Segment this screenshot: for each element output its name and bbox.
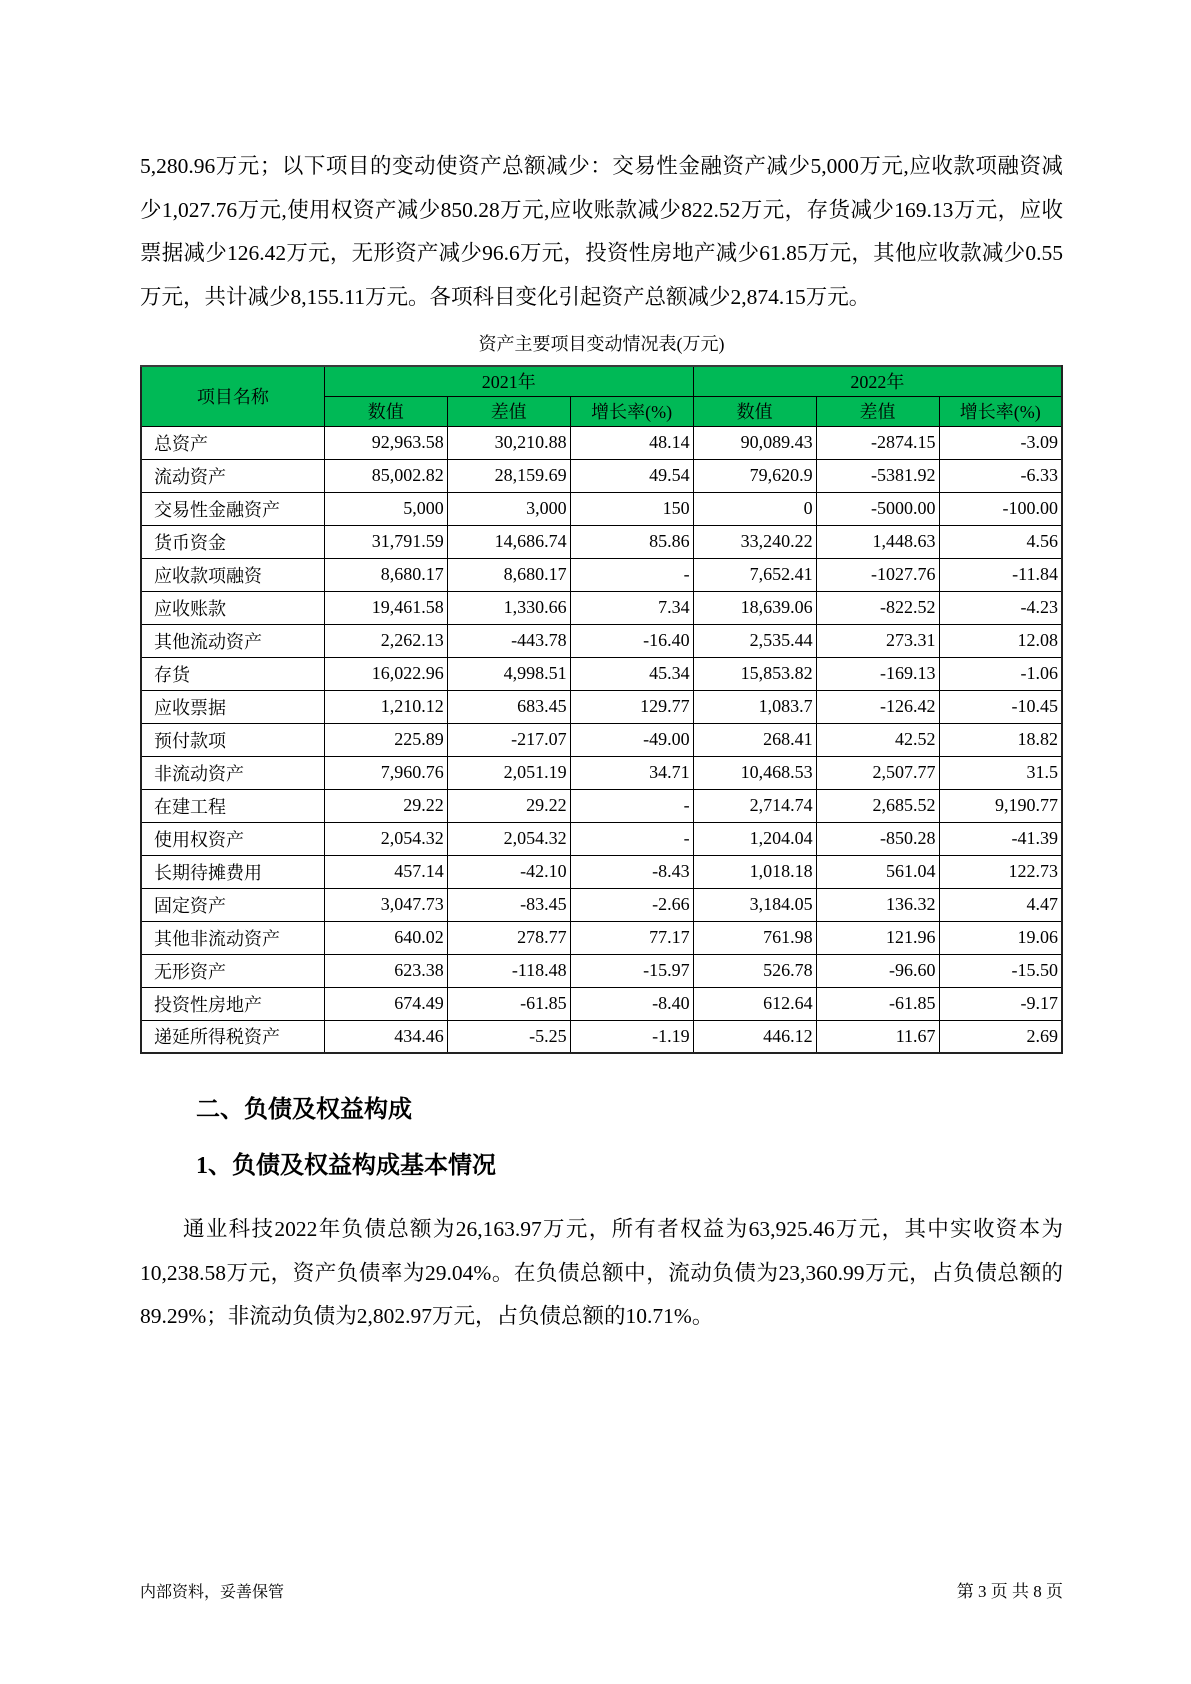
col-header-2022-diff: 差值 xyxy=(816,396,939,426)
cell-value: 19.06 xyxy=(939,921,1062,954)
cell-value: 446.12 xyxy=(693,1020,816,1053)
cell-value: 150 xyxy=(570,492,693,525)
cell-value: -2874.15 xyxy=(816,426,939,459)
col-header-2021-value: 数值 xyxy=(324,396,447,426)
cell-item-name: 其他流动资产 xyxy=(141,624,324,657)
cell-value: 31.5 xyxy=(939,756,1062,789)
cell-value: -822.52 xyxy=(816,591,939,624)
cell-value: -61.85 xyxy=(816,987,939,1020)
cell-value: -1.19 xyxy=(570,1020,693,1053)
cell-value: -49.00 xyxy=(570,723,693,756)
cell-value: -850.28 xyxy=(816,822,939,855)
cell-value: 457.14 xyxy=(324,855,447,888)
cell-value: 77.17 xyxy=(570,921,693,954)
cell-value: -83.45 xyxy=(447,888,570,921)
table-header-row-years xyxy=(141,366,1062,396)
cell-value: 612.64 xyxy=(693,987,816,1020)
cell-value: -118.48 xyxy=(447,954,570,987)
table-row xyxy=(141,657,1062,690)
cell-value: 2.69 xyxy=(939,1020,1062,1053)
col-header-2022-value: 数值 xyxy=(693,396,816,426)
cell-value: 42.52 xyxy=(816,723,939,756)
cell-value: 129.77 xyxy=(570,690,693,723)
cell-value: -100.00 xyxy=(939,492,1062,525)
cell-value: 18.82 xyxy=(939,723,1062,756)
cell-value: 7,652.41 xyxy=(693,558,816,591)
cell-value: 3,047.73 xyxy=(324,888,447,921)
cell-value: 11.67 xyxy=(816,1020,939,1053)
table-row xyxy=(141,690,1062,723)
cell-value: -5.25 xyxy=(447,1020,570,1053)
page-footer xyxy=(140,1577,1063,1602)
cell-value: 2,507.77 xyxy=(816,756,939,789)
cell-item-name: 在建工程 xyxy=(141,789,324,822)
cell-value: 19,461.58 xyxy=(324,591,447,624)
cell-value: 79,620.9 xyxy=(693,459,816,492)
cell-value: 9,190.77 xyxy=(939,789,1062,822)
cell-value: -8.40 xyxy=(570,987,693,1020)
cell-value: 623.38 xyxy=(324,954,447,987)
cell-value: -443.78 xyxy=(447,624,570,657)
paragraph-asset-changes: 5,280.96万元；以下项目的变动使资产总额减少：交易性金融资产减少5,000万元,应收款项融资减少1,027.76万元,使用权资产减少850.28万元,应收账款减少822.52万元，存货减少169.13万元，应收票据减少126.42万元，无形资产减少96.6万元，投资性房地产减少61.85万元，其他应收款减少0.55万元，共计减少8,155.11万元。各项科目变化引起资产总额减少2,874.15万元。 xyxy=(140,154,1063,309)
col-header-2021-growth: 增长率(%) xyxy=(570,396,693,426)
cell-value: 14,686.74 xyxy=(447,525,570,558)
cell-value: -9.17 xyxy=(939,987,1062,1020)
table-row xyxy=(141,492,1062,525)
footer-page-number: 第 3 页 共 8 页 xyxy=(956,1582,1063,1601)
cell-value: 33,240.22 xyxy=(693,525,816,558)
subsection-heading-basic-situation: 1、负债及权益构成基本情况 xyxy=(196,1153,496,1179)
cell-value: 7.34 xyxy=(570,591,693,624)
cell-item-name: 流动资产 xyxy=(141,459,324,492)
table-row xyxy=(141,987,1062,1020)
cell-value: 1,018.18 xyxy=(693,855,816,888)
cell-value: 4.47 xyxy=(939,888,1062,921)
cell-value: 561.04 xyxy=(816,855,939,888)
cell-item-name: 固定资产 xyxy=(141,888,324,921)
cell-item-name: 无形资产 xyxy=(141,954,324,987)
cell-value: 28,159.69 xyxy=(447,459,570,492)
cell-item-name: 长期待摊费用 xyxy=(141,855,324,888)
cell-value: -10.45 xyxy=(939,690,1062,723)
cell-item-name: 非流动资产 xyxy=(141,756,324,789)
cell-value: 34.71 xyxy=(570,756,693,789)
cell-value: 3,184.05 xyxy=(693,888,816,921)
cell-value: 761.98 xyxy=(693,921,816,954)
cell-value: 2,262.13 xyxy=(324,624,447,657)
cell-value: 2,535.44 xyxy=(693,624,816,657)
cell-value: 674.49 xyxy=(324,987,447,1020)
cell-value: 5,000 xyxy=(324,492,447,525)
cell-value: -8.43 xyxy=(570,855,693,888)
col-header-year-2022: 2022年 xyxy=(693,366,1062,396)
cell-value: 2,714.74 xyxy=(693,789,816,822)
table-row xyxy=(141,723,1062,756)
cell-value: - xyxy=(570,789,693,822)
cell-value: 1,448.63 xyxy=(816,525,939,558)
cell-value: 683.45 xyxy=(447,690,570,723)
paragraph-liabilities-equity: 通业科技2022年负债总额为26,163.97万元，所有者权益为63,925.46万元，其中实收资本为10,238.58万元，资产负债率为29.04%。在负债总额中，流动负债为23,360.99万元，占负债总额的89.29%；非流动负债为2,802.97万元，占负债总额的10.71%。 xyxy=(140,1217,1063,1328)
cell-value: 273.31 xyxy=(816,624,939,657)
cell-item-name: 预付款项 xyxy=(141,723,324,756)
cell-value: -2.66 xyxy=(570,888,693,921)
cell-value: -1.06 xyxy=(939,657,1062,690)
col-header-2021-diff: 差值 xyxy=(447,396,570,426)
col-header-2022-growth: 增长率(%) xyxy=(939,396,1062,426)
cell-value: 49.54 xyxy=(570,459,693,492)
cell-value: 29.22 xyxy=(324,789,447,822)
cell-value: 30,210.88 xyxy=(447,426,570,459)
cell-value: -15.97 xyxy=(570,954,693,987)
cell-value: 29.22 xyxy=(447,789,570,822)
cell-value: -96.60 xyxy=(816,954,939,987)
cell-value: 268.41 xyxy=(693,723,816,756)
table-row xyxy=(141,855,1062,888)
cell-value: 0 xyxy=(693,492,816,525)
cell-value: 1,083.7 xyxy=(693,690,816,723)
cell-value: -5000.00 xyxy=(816,492,939,525)
cell-item-name: 存货 xyxy=(141,657,324,690)
cell-item-name: 投资性房地产 xyxy=(141,987,324,1020)
section-heading-liabilities-equity: 二、负债及权益构成 xyxy=(196,1096,412,1123)
table-row xyxy=(141,954,1062,987)
cell-value: 45.34 xyxy=(570,657,693,690)
cell-value: 8,680.17 xyxy=(447,558,570,591)
cell-value: 2,054.32 xyxy=(324,822,447,855)
table-row xyxy=(141,426,1062,459)
cell-value: 122.73 xyxy=(939,855,1062,888)
table-row xyxy=(141,1020,1062,1053)
table-header xyxy=(141,366,1062,426)
cell-value: 31,791.59 xyxy=(324,525,447,558)
cell-value: 2,054.32 xyxy=(447,822,570,855)
cell-value: -217.07 xyxy=(447,723,570,756)
table-row xyxy=(141,624,1062,657)
table-row xyxy=(141,822,1062,855)
col-header-year-2021: 2021年 xyxy=(324,366,693,396)
cell-value: - xyxy=(570,558,693,591)
cell-item-name: 递延所得税资产 xyxy=(141,1020,324,1053)
cell-item-name: 应收款项融资 xyxy=(141,558,324,591)
cell-value: 4.56 xyxy=(939,525,1062,558)
cell-value: -15.50 xyxy=(939,954,1062,987)
cell-value: 16,022.96 xyxy=(324,657,447,690)
cell-value: -4.23 xyxy=(939,591,1062,624)
cell-item-name: 货币资金 xyxy=(141,525,324,558)
cell-value: 48.14 xyxy=(570,426,693,459)
col-header-item-name: 项目名称 xyxy=(141,366,324,426)
table-row xyxy=(141,921,1062,954)
cell-value: -1027.76 xyxy=(816,558,939,591)
cell-item-name: 其他非流动资产 xyxy=(141,921,324,954)
cell-value: 92,963.58 xyxy=(324,426,447,459)
cell-item-name: 应收账款 xyxy=(141,591,324,624)
cell-value: - xyxy=(570,822,693,855)
table-row xyxy=(141,525,1062,558)
cell-value: -11.84 xyxy=(939,558,1062,591)
cell-value: 15,853.82 xyxy=(693,657,816,690)
cell-value: 12.08 xyxy=(939,624,1062,657)
table-title: 资产主要项目变动情况表(万元) xyxy=(478,334,725,354)
cell-value: 136.32 xyxy=(816,888,939,921)
table-body xyxy=(141,426,1062,1053)
cell-value: -5381.92 xyxy=(816,459,939,492)
cell-value: 4,998.51 xyxy=(447,657,570,690)
cell-value: -61.85 xyxy=(447,987,570,1020)
cell-value: 90,089.43 xyxy=(693,426,816,459)
cell-value: -42.10 xyxy=(447,855,570,888)
cell-item-name: 应收票据 xyxy=(141,690,324,723)
cell-value: 7,960.76 xyxy=(324,756,447,789)
table-row xyxy=(141,558,1062,591)
asset-change-table xyxy=(140,365,1063,1054)
cell-value: 434.46 xyxy=(324,1020,447,1053)
cell-value: 85.86 xyxy=(570,525,693,558)
cell-value: 10,468.53 xyxy=(693,756,816,789)
footer-confidential-note: 内部资料，妥善保管 xyxy=(140,1584,285,1601)
table-row xyxy=(141,591,1062,624)
cell-item-name: 交易性金融资产 xyxy=(141,492,324,525)
cell-value: 225.89 xyxy=(324,723,447,756)
cell-value: 3,000 xyxy=(447,492,570,525)
cell-item-name: 总资产 xyxy=(141,426,324,459)
table-row xyxy=(141,789,1062,822)
cell-value: 2,051.19 xyxy=(447,756,570,789)
cell-value: -126.42 xyxy=(816,690,939,723)
table-row xyxy=(141,459,1062,492)
cell-value: 85,002.82 xyxy=(324,459,447,492)
cell-value: 2,685.52 xyxy=(816,789,939,822)
cell-value: 640.02 xyxy=(324,921,447,954)
cell-value: -6.33 xyxy=(939,459,1062,492)
table-row xyxy=(141,888,1062,921)
cell-value: 526.78 xyxy=(693,954,816,987)
cell-value: 8,680.17 xyxy=(324,558,447,591)
cell-value: 18,639.06 xyxy=(693,591,816,624)
cell-value: 278.77 xyxy=(447,921,570,954)
cell-value: 121.96 xyxy=(816,921,939,954)
cell-item-name: 使用权资产 xyxy=(141,822,324,855)
cell-value: 1,210.12 xyxy=(324,690,447,723)
table-row xyxy=(141,756,1062,789)
cell-value: -169.13 xyxy=(816,657,939,690)
cell-value: -3.09 xyxy=(939,426,1062,459)
cell-value: 1,204.04 xyxy=(693,822,816,855)
cell-value: -41.39 xyxy=(939,822,1062,855)
cell-value: -16.40 xyxy=(570,624,693,657)
cell-value: 1,330.66 xyxy=(447,591,570,624)
